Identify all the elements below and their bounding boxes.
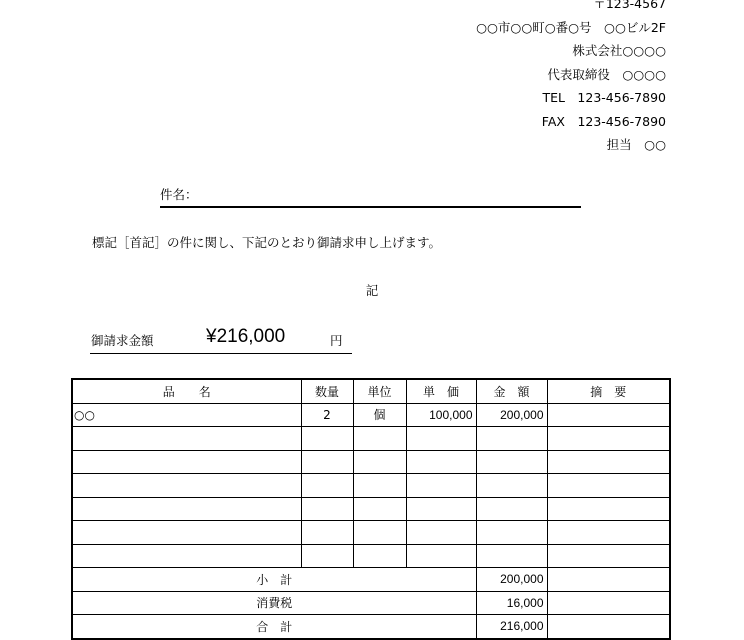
item-qty (301, 450, 353, 474)
table-row (72, 474, 670, 498)
item-unit (353, 521, 406, 545)
ki-heading: 記 (365, 283, 379, 298)
item-note (547, 450, 670, 474)
item-qty (301, 544, 353, 568)
item-note (547, 403, 670, 427)
billing-total-box (90, 325, 352, 354)
billing-total-amount: ¥216,000 (206, 326, 286, 347)
item-qty (301, 521, 353, 545)
subtotal-note (547, 568, 670, 592)
item-qty (301, 427, 353, 451)
item-note (547, 544, 670, 568)
issuer-company: 株式会社○○○○ (572, 43, 666, 58)
item-unit (353, 474, 406, 498)
item-amount (476, 427, 547, 451)
table-row (72, 450, 670, 474)
item-unit (353, 450, 406, 474)
item-price (406, 427, 476, 451)
header-qty: 数量 (301, 379, 353, 403)
table-row (72, 403, 670, 427)
item-price (406, 521, 476, 545)
subtotal-label: 小 計 (72, 568, 476, 592)
item-name (72, 450, 301, 474)
item-note (547, 497, 670, 521)
item-price (406, 544, 476, 568)
issuer-postal: 〒123-4567 (593, 0, 666, 11)
issuer-address: ○○市○○町○番○号 ○○ビル2F (476, 19, 666, 35)
item-unit: 個 (353, 403, 406, 427)
item-qty (301, 497, 353, 521)
grand-total-note (547, 615, 670, 639)
table-row (72, 544, 670, 568)
issuer-contact: 担当 ○○ (606, 137, 666, 152)
billing-total-unit: 円 (330, 333, 343, 348)
header-name: 品 名 (72, 379, 301, 403)
item-qty (301, 474, 353, 498)
grand-total-label: 合 計 (72, 615, 476, 639)
item-name (72, 544, 301, 568)
issuer-tel: TEL 123-456-7890 (542, 90, 666, 105)
item-name (72, 497, 301, 521)
item-note (547, 474, 670, 498)
issuer-representative: 代表取締役 ○○○○ (547, 66, 666, 82)
billing-total-label: 御請求金額 (91, 333, 154, 348)
item-price: 100,000 (406, 403, 476, 427)
tax-row (72, 591, 670, 615)
table-row (72, 497, 670, 521)
tax-label: 消費税 (72, 591, 476, 615)
items-table (71, 378, 671, 640)
subject-line (160, 186, 581, 208)
item-name (72, 427, 301, 451)
item-note (547, 521, 670, 545)
table-header-row (72, 379, 670, 403)
item-amount (476, 544, 547, 568)
tax-amount: 16,000 (476, 591, 547, 615)
issuer-fax: FAX 123-456-7890 (541, 113, 666, 129)
intro-text: 標記［首記］の件に関し、下記のとおり御請求申し上げます。 (92, 235, 442, 250)
item-price (406, 450, 476, 474)
subject-label: 件名： (160, 187, 198, 202)
item-amount (476, 497, 547, 521)
item-amount (476, 521, 547, 545)
item-unit (353, 544, 406, 568)
header-price: 単 価 (406, 379, 476, 403)
item-price (406, 474, 476, 498)
header-amount: 金 額 (476, 379, 547, 403)
table-row (72, 427, 670, 451)
issuer-block (476, 0, 666, 157)
item-price (406, 497, 476, 521)
subtotal-row (72, 568, 670, 592)
item-unit (353, 497, 406, 521)
header-unit: 単位 (353, 379, 406, 403)
item-amount (476, 474, 547, 498)
item-name (72, 474, 301, 498)
table-row (72, 521, 670, 545)
tax-note (547, 591, 670, 615)
item-unit (353, 427, 406, 451)
item-qty: 2 (301, 403, 353, 427)
grand-total-row (72, 615, 670, 639)
item-name (72, 521, 301, 545)
item-amount: 200,000 (476, 403, 547, 427)
item-note (547, 427, 670, 451)
header-note: 摘 要 (547, 379, 670, 403)
item-name: ○○ (72, 403, 301, 427)
grand-total-amount: 216,000 (476, 615, 547, 639)
item-amount (476, 450, 547, 474)
subtotal-amount: 200,000 (476, 568, 547, 592)
